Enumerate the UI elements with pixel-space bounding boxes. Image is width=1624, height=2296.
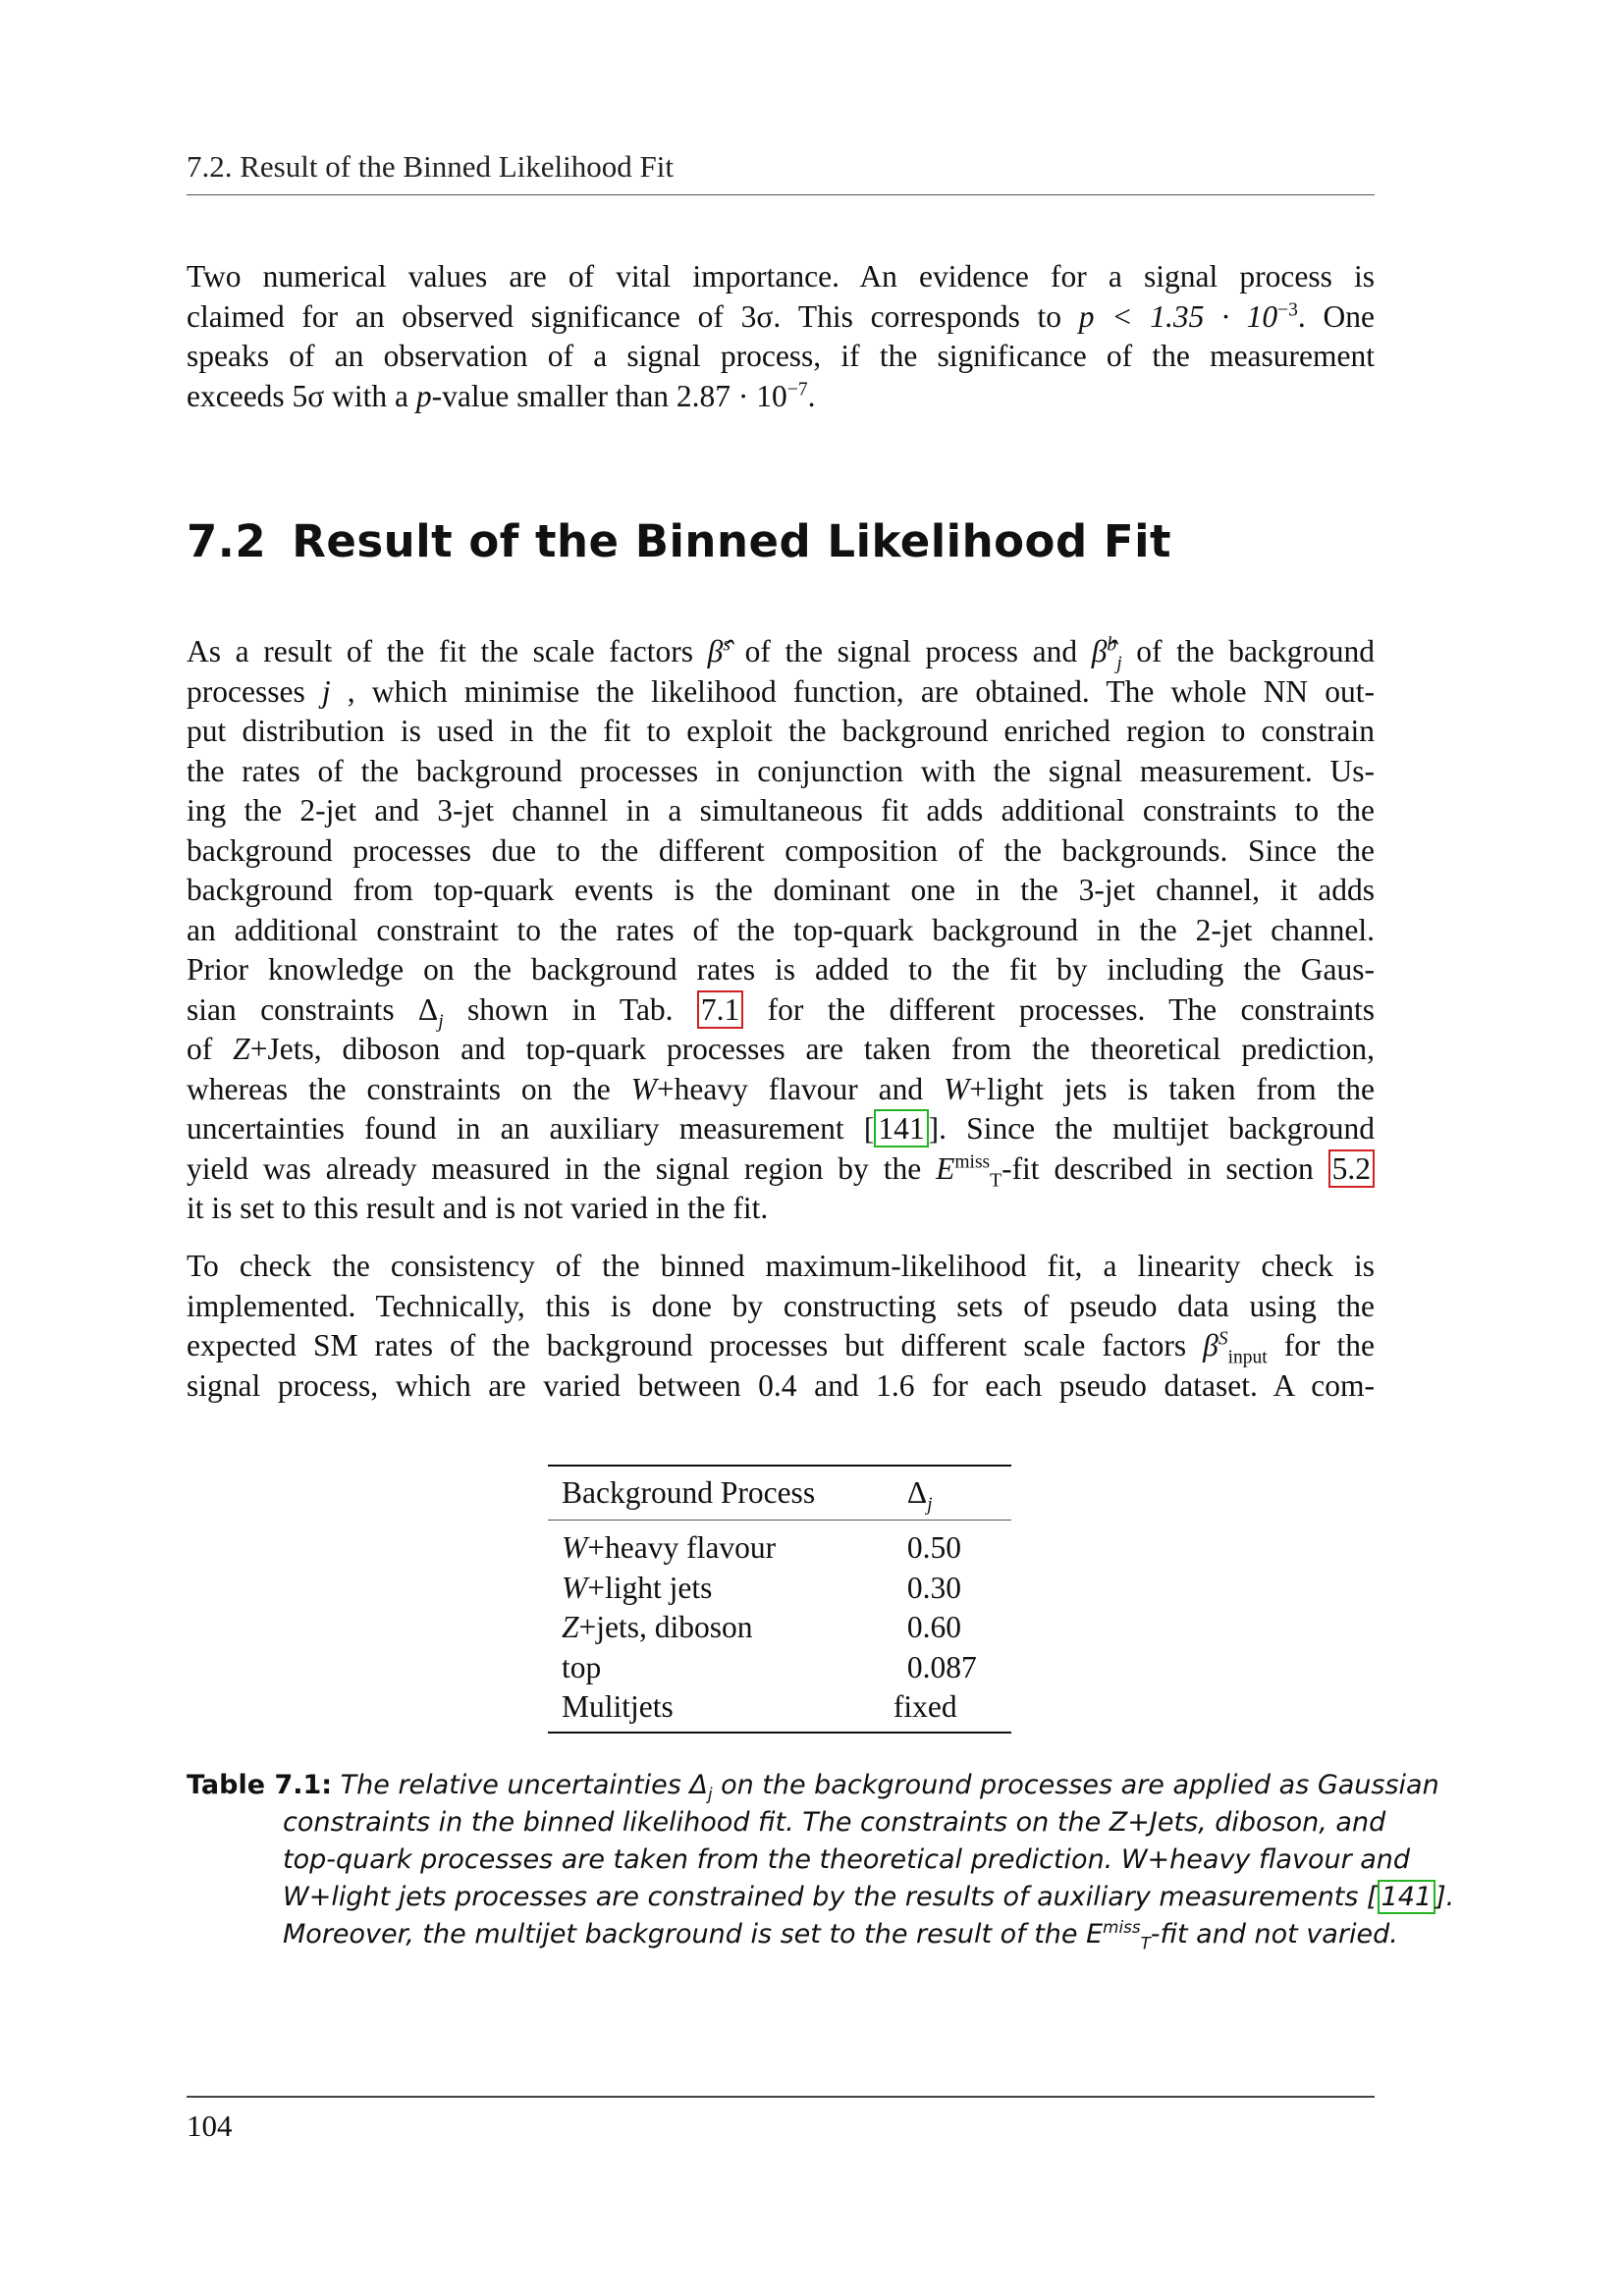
table-caption [187, 1767, 1455, 1953]
paragraph-fit-result [187, 632, 1375, 1229]
paragraph-linearity-check [187, 1247, 1375, 1406]
process-cell: W+light jets [562, 1570, 713, 1605]
section-heading [187, 515, 1171, 567]
caption-line: Table 7.1: The relative uncertainties $\Delta_j$ on the background processes are applied as Gaussian [187, 1770, 1439, 1804]
text-line: Two numerical values are of vital importance. An evidence for a signal process is [187, 259, 1375, 294]
text-line: expected SM rates of the background processes but different scale factors $\beta^S_{input}$ for the [187, 1328, 1376, 1368]
page-number: 104 [187, 2109, 233, 2143]
delta-cell: 0.087 [906, 1649, 977, 1684]
text-line: the rates of the background processes in conjunction with the signal measurement. Us- [187, 753, 1375, 788]
process-cell: Mulitjets [562, 1689, 674, 1724]
text-line: sian constraints $\Delta_j$ shown in Tab. 7.1 for the different processes. The constraints [187, 991, 1375, 1032]
table-row [548, 1521, 1011, 1569]
delta-cell: 0.60 [906, 1610, 961, 1644]
process-cell: Z+jets, diboson [562, 1610, 753, 1644]
text-line: exceeds 5σ with a p-value smaller than $2.87 \cdot 10^{-7}$. [187, 378, 816, 413]
process-cell: W+heavy flavour [562, 1530, 777, 1565]
caption-label: Table 7.1: [187, 1770, 333, 1800]
table-reference-link[interactable]: 7.1 [697, 990, 743, 1029]
section-number: 7.2 [187, 515, 267, 567]
text-line: Prior knowledge on the background rates is added to the fit by including the Gaus- [187, 952, 1375, 987]
text-line: ing the 2-jet and 3-jet channel in a simultaneous fit adds additional constraints to the [187, 793, 1375, 828]
text-line: put distribution is used in the fit to exploit the background enriched region to constrain [187, 714, 1375, 748]
section-title-text: Result of the Binned Likelihood Fit [292, 515, 1172, 567]
table-row [548, 1569, 1011, 1609]
text-line: speaks of an observation of a signal process, if the significance of the measurement [187, 339, 1375, 373]
process-cell: top [562, 1649, 602, 1684]
text-line: it is set to this result and is not varied in the fit. [187, 1191, 769, 1225]
caption-citation-link[interactable]: 141 [1378, 1880, 1436, 1914]
caption-line: Moreover, the multijet background is set to the result of the $E^{miss}_T$-fit and not varied. [283, 1917, 1398, 1953]
text-line: To check the consistency of the binned maximum-likelihood fit, a linearity check is [187, 1249, 1375, 1283]
table-row [548, 1687, 1011, 1733]
text-line: an additional constraint to the rates of the top-quark background in the 2-jet channel. [187, 912, 1375, 947]
text-line: whereas the constraints on the W+heavy flavour and W+light jets is taken from the [187, 1071, 1376, 1106]
table-row [548, 1648, 1011, 1688]
running-head: 7.2. Result of the Binned Likelihood Fit [187, 149, 1375, 195]
text-line: implemented. Technically, this is done by constructing sets of pseudo data using the [187, 1288, 1375, 1323]
text-line: background from top-quark events is the dominant one in the 3-jet channel, it adds [187, 873, 1375, 907]
text-line: processes j , which minimise the likelihood function, are obtained. The whole NN out- [187, 673, 1375, 709]
delta-cell: fixed [893, 1689, 957, 1724]
constraints-table [548, 1465, 1011, 1734]
citation-link[interactable]: 141 [874, 1109, 928, 1148]
table-row [548, 1608, 1011, 1648]
caption-line: top-quark processes are taken from the theoretical prediction. W+heavy flavour and [283, 1844, 1411, 1875]
header-delta: $\Delta_j$ [906, 1475, 933, 1516]
text-line: background processes due to the different composition of the backgrounds. Since the [187, 832, 1375, 868]
text-line: As a result of the fit the scale factors β̂$^s$ of the signal process and β̂$^b_j$ of the background [187, 634, 1375, 674]
paragraph-intro [187, 257, 1375, 416]
caption-line: constraints in the binned likelihood fit. The constraints on the Z+Jets, diboson, and [283, 1807, 1386, 1838]
text-line: uncertainties found in an auxiliary measurement [ 141 ]. Since the multijet background [187, 1111, 1375, 1146]
delta-cell: 0.30 [906, 1570, 961, 1605]
text-line: claimed for an observed significance of 3σ. This corresponds to $p < 1.35 \cdot 10^{-3}$. One [187, 298, 1375, 334]
delta-cell: 0.50 [906, 1530, 961, 1565]
text-line: of Z+Jets, diboson and top-quark processes are taken from the theoretical prediction, [187, 1032, 1375, 1066]
footer-rule [187, 2096, 1375, 2098]
text-line: yield was already measured in the signal region by the $E^{miss}_T$-fit described in section 5.2 [187, 1149, 1375, 1190]
text-line: signal process, which are varied between 0.4 and 1.6 for each pseudo dataset. A com- [187, 1367, 1375, 1403]
table-header-row [548, 1466, 1011, 1521]
header-background-process: Background Process [562, 1475, 816, 1510]
caption-line: W+light jets processes are constrained by the results of auxiliary measurements [ 141 ]. [283, 1882, 1455, 1912]
section-reference-link[interactable]: 5.2 [1328, 1149, 1375, 1188]
